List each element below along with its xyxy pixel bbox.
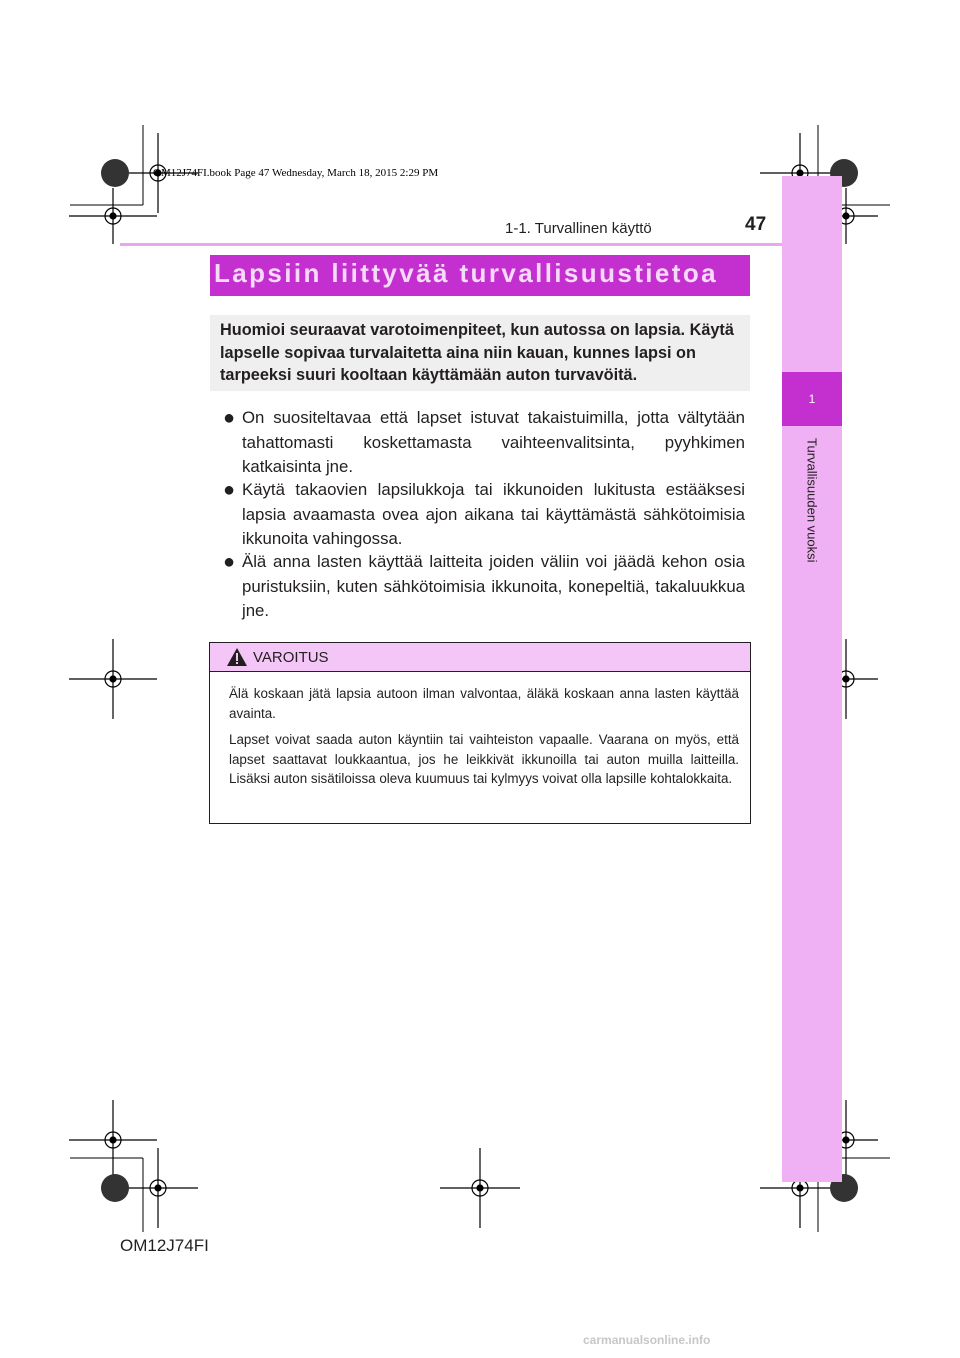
side-tab [782,176,842,1182]
side-tab-label: Turvallisuuden vuoksi [804,438,820,563]
bullet-text: Käytä takaovien lapsilukkoja tai ikkunoiden lukitusta estääksesi lapsia avaamasta ovea ajon aikana tai käyttämästä sähkötoimisia ikkunoita vahingossa. [242,480,745,548]
watermark: carmanualsonline.info [583,1333,711,1347]
warning-paragraph: Älä koskaan jätä lapsia autoon ilman valvontaa, äläkä koskaan anna lasten käyttää avainta. [229,686,739,721]
side-tab-number: 1 [808,392,816,406]
warning-paragraph: Lapset voivat saada auton käyntiin tai vaihteiston vapaalle. Vaarana on myös, että lapset saattavat loukkaantua, jos he leikkivät ikkunoilla tai auton muilla laitteilla. Lisäksi auton sisätiloissa oleva kuumuus tai kylmyys voivat olla lapsille kohtalokkaita. [229,732,739,787]
warning-title: VAROITUS [253,649,329,666]
bullet-text: On suositeltavaa että lapset istuvat takaistuimilla, jotta vältytään tahattomasti koskettamasta vaihteenvalitsinta, pyyhkimen katkaisinta jne. [242,408,745,476]
bullet-dot-icon: ● [223,551,236,573]
intro-text: Huomioi seuraavat varotoimenpiteet, kun autossa on lapsia. Käytä lapselle sopivaa turvalaitetta aina niin kauan, kunnes lapsi on tarpeeksi suuri kooltaan käyttämään auton turvavöitä. [220,321,734,384]
bullet-dot-icon: ● [223,407,236,429]
header-rule [120,243,842,246]
section-title: 1-1. Turvallinen käyttö [505,220,652,237]
warning-triangle-icon [226,647,248,667]
page-title: Lapsiin liittyvää turvallisuustietoa [214,258,718,288]
bullet-dot-icon: ● [223,479,236,501]
bullet-item [223,478,748,552]
page-number: 47 [745,214,767,235]
bullet-item [223,406,748,480]
book-info: OM12J74FI.book Page 47 Wednesday, March 18, 2015 2:29 PM [153,167,439,179]
footer-code: OM12J74FI [120,1236,209,1255]
bullet-text: Älä anna lasten käyttää laitteita joiden väliin voi jäädä kehon osia puristuksiin, kuten sähkötoimisia ikkunoita, konepeltiä, takaluukkua jne. [242,552,745,620]
bullet-item [223,550,748,624]
